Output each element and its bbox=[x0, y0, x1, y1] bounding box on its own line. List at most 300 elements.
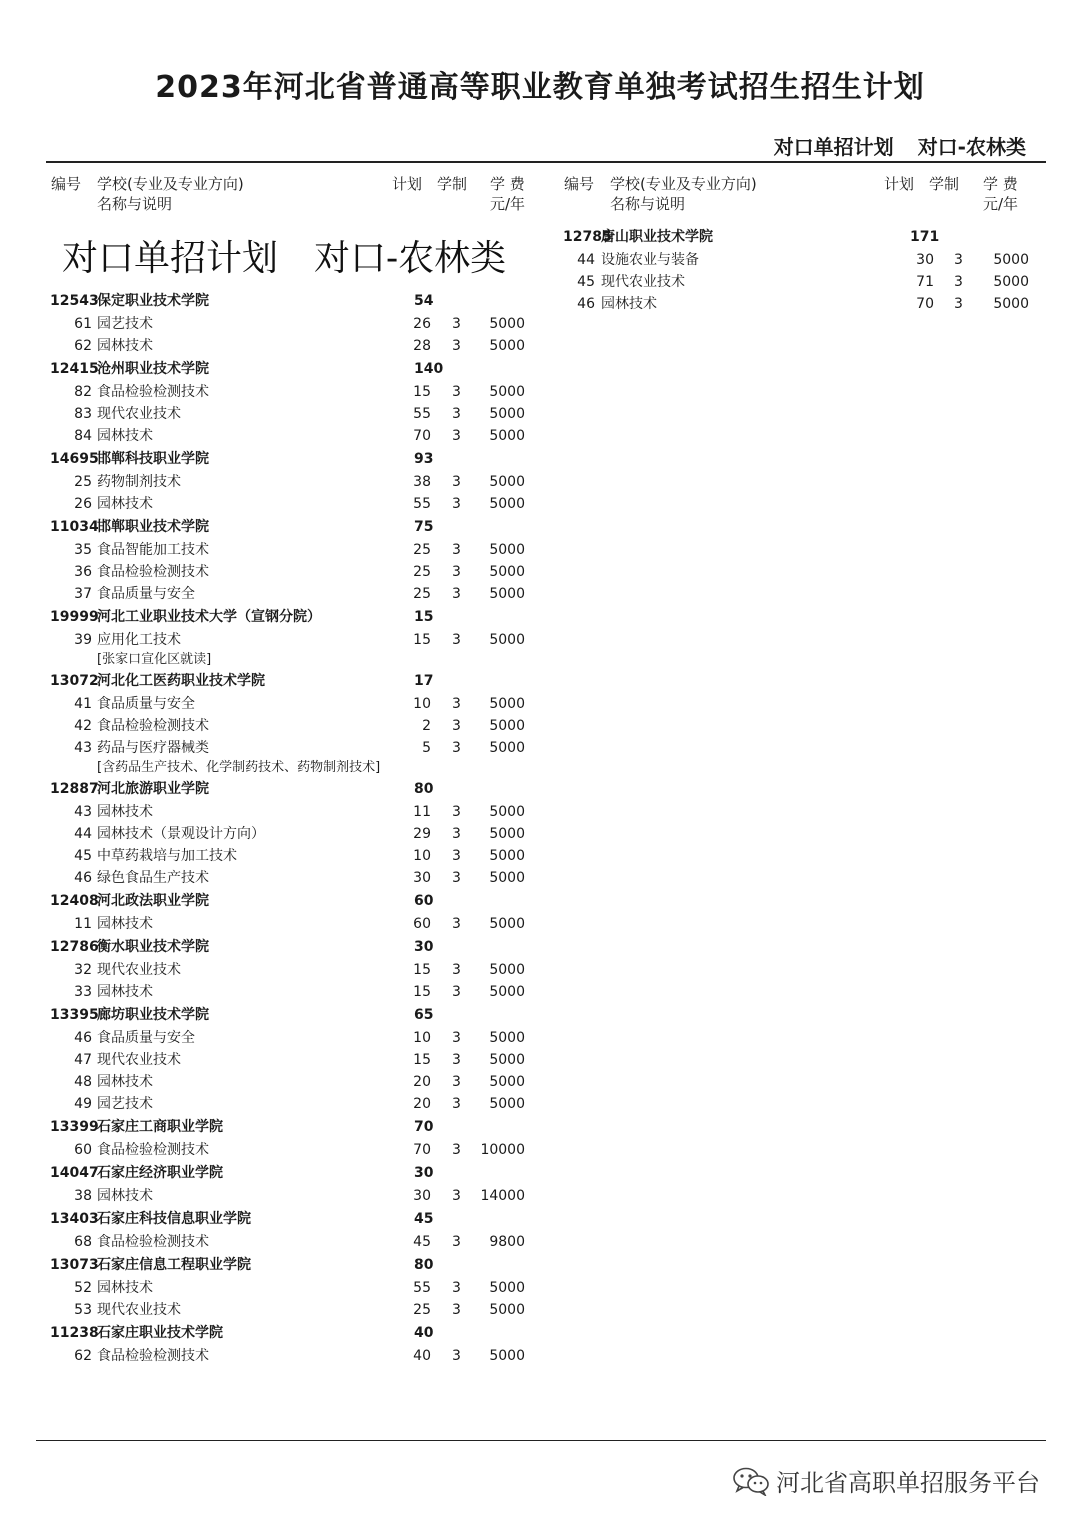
major-years: 3 bbox=[452, 826, 461, 842]
school-plan-total: 45 bbox=[414, 1211, 434, 1227]
major-years: 3 bbox=[954, 274, 963, 290]
major-row bbox=[0, 381, 540, 403]
major-years: 3 bbox=[452, 984, 461, 1000]
major-plan: 70 bbox=[413, 1142, 431, 1158]
major-row bbox=[0, 425, 540, 447]
school-plan-total: 65 bbox=[414, 1007, 434, 1023]
major-plan: 55 bbox=[413, 496, 431, 512]
major-years: 3 bbox=[452, 1142, 461, 1158]
header-fee-line2: 元/年 bbox=[983, 195, 1019, 213]
watermark-text: 河北省高职单招服务平台 bbox=[776, 1469, 1040, 1497]
top-divider bbox=[46, 161, 1046, 163]
school-name: 河北旅游职业学院 bbox=[97, 781, 209, 797]
major-fee: 5000 bbox=[489, 1096, 525, 1112]
major-years: 3 bbox=[452, 542, 461, 558]
major-plan: 15 bbox=[413, 984, 431, 1000]
school-code: 13403 bbox=[50, 1211, 99, 1227]
major-row bbox=[0, 1299, 540, 1321]
major-name: 食品检验检测技术 bbox=[97, 1234, 209, 1250]
major-fee: 9800 bbox=[489, 1234, 525, 1250]
major-code: 52 bbox=[74, 1280, 92, 1296]
major-years: 3 bbox=[452, 1030, 461, 1046]
major-years: 3 bbox=[452, 1188, 461, 1204]
school-code: 12408 bbox=[50, 893, 99, 909]
major-name: 现代农业技术 bbox=[601, 274, 685, 290]
school-name: 唐山职业技术学院 bbox=[601, 229, 713, 245]
header-plan: 计划 bbox=[884, 175, 915, 193]
school-row bbox=[0, 1115, 540, 1139]
major-name: 园林技术 bbox=[601, 296, 657, 312]
major-code: 48 bbox=[74, 1074, 92, 1090]
major-fee: 10000 bbox=[480, 1142, 525, 1158]
major-name: 园林技术 bbox=[97, 1188, 153, 1204]
major-fee: 5000 bbox=[489, 804, 525, 820]
major-plan: 20 bbox=[413, 1096, 431, 1112]
major-code: 32 bbox=[74, 962, 92, 978]
major-years: 3 bbox=[452, 696, 461, 712]
major-row bbox=[513, 271, 1053, 293]
page-title: 2023年河北省普通高等职业教育单独考试招生招生计划 bbox=[155, 70, 925, 105]
major-note bbox=[0, 759, 540, 777]
school-plan-total: 70 bbox=[414, 1119, 434, 1135]
major-name: 食品质量与安全 bbox=[97, 1030, 195, 1046]
major-fee: 5000 bbox=[489, 338, 525, 354]
school-name: 石家庄工商职业学院 bbox=[97, 1119, 223, 1135]
major-row bbox=[0, 1049, 540, 1071]
major-fee: 5000 bbox=[489, 1052, 525, 1068]
major-name: 食品质量与安全 bbox=[97, 586, 195, 602]
major-name: 食品检验检测技术 bbox=[97, 718, 209, 734]
school-row bbox=[0, 357, 540, 381]
major-plan: 30 bbox=[413, 1188, 431, 1204]
school-code: 14047 bbox=[50, 1165, 99, 1181]
major-plan: 15 bbox=[413, 962, 431, 978]
header-fee bbox=[983, 174, 1018, 214]
school-code: 13399 bbox=[50, 1119, 99, 1135]
major-code: 53 bbox=[74, 1302, 92, 1318]
major-fee: 5000 bbox=[489, 632, 525, 648]
major-name: 园艺技术 bbox=[97, 1096, 153, 1112]
school-name: 保定职业技术学院 bbox=[97, 293, 209, 309]
major-fee: 5000 bbox=[489, 984, 525, 1000]
major-plan: 10 bbox=[413, 848, 431, 864]
school-name: 廊坊职业技术学院 bbox=[97, 1007, 209, 1023]
major-code: 62 bbox=[74, 1348, 92, 1364]
major-plan: 30 bbox=[916, 252, 934, 268]
major-fee: 5000 bbox=[489, 826, 525, 842]
major-fee: 5000 bbox=[489, 586, 525, 602]
major-code: 46 bbox=[577, 296, 595, 312]
major-name: 现代农业技术 bbox=[97, 1052, 181, 1068]
major-row bbox=[0, 737, 540, 759]
major-fee: 5000 bbox=[489, 474, 525, 490]
major-code: 60 bbox=[74, 1142, 92, 1158]
school-code: 19999 bbox=[50, 609, 99, 625]
school-code: 12887 bbox=[50, 781, 99, 797]
major-years: 3 bbox=[452, 1348, 461, 1364]
school-plan-total: 54 bbox=[414, 293, 434, 309]
major-code: 41 bbox=[74, 696, 92, 712]
major-years: 3 bbox=[452, 406, 461, 422]
major-code: 49 bbox=[74, 1096, 92, 1112]
major-years: 3 bbox=[452, 740, 461, 756]
major-plan: 70 bbox=[413, 428, 431, 444]
school-name: 沧州职业技术学院 bbox=[97, 361, 209, 377]
major-name: 药品与医疗器械类 bbox=[97, 740, 209, 756]
header-code: 编号 bbox=[564, 175, 595, 193]
major-name: 食品质量与安全 bbox=[97, 696, 195, 712]
header-fee-line1: 学 费 bbox=[490, 175, 525, 193]
major-name: 园林技术 bbox=[97, 1280, 153, 1296]
major-name: 园林技术 bbox=[97, 338, 153, 354]
school-plan-total: 60 bbox=[414, 893, 434, 909]
major-row bbox=[0, 629, 540, 651]
major-years: 3 bbox=[452, 496, 461, 512]
school-row bbox=[0, 935, 540, 959]
major-plan: 20 bbox=[413, 1074, 431, 1090]
school-plan-total: 15 bbox=[414, 609, 434, 625]
major-fee: 5000 bbox=[993, 274, 1029, 290]
header-school-line2: 名称与说明 bbox=[97, 195, 173, 213]
major-name: 药物制剂技术 bbox=[97, 474, 181, 490]
school-code: 13073 bbox=[50, 1257, 99, 1273]
school-code: 14695 bbox=[50, 451, 99, 467]
major-code: 36 bbox=[74, 564, 92, 580]
major-name: 食品检验检测技术 bbox=[97, 1348, 209, 1364]
major-plan: 45 bbox=[413, 1234, 431, 1250]
header-years: 学制 bbox=[929, 175, 960, 193]
major-plan: 55 bbox=[413, 1280, 431, 1296]
major-fee: 5000 bbox=[489, 696, 525, 712]
major-plan: 10 bbox=[413, 696, 431, 712]
major-plan: 38 bbox=[413, 474, 431, 490]
major-years: 3 bbox=[452, 384, 461, 400]
major-name: 园林技术（景观设计方向） bbox=[97, 826, 265, 842]
major-plan: 71 bbox=[916, 274, 934, 290]
major-fee: 5000 bbox=[489, 740, 525, 756]
school-row bbox=[0, 669, 540, 693]
header-fee-line2: 元/年 bbox=[490, 195, 526, 213]
subtitle-plan: 对口单招计划 bbox=[773, 135, 894, 159]
header-school bbox=[97, 174, 244, 214]
major-code: 43 bbox=[74, 740, 92, 756]
wechat-icon bbox=[732, 1466, 770, 1496]
major-fee: 5000 bbox=[489, 496, 525, 512]
major-row bbox=[0, 335, 540, 357]
major-name: 现代农业技术 bbox=[97, 1302, 181, 1318]
section-heading-category: 对口-农林类 bbox=[314, 238, 507, 279]
school-name: 邯郸职业技术学院 bbox=[97, 519, 209, 535]
school-plan-total: 80 bbox=[414, 781, 434, 797]
major-plan: 25 bbox=[413, 564, 431, 580]
left-school-list bbox=[0, 289, 540, 1367]
major-fee: 5000 bbox=[489, 962, 525, 978]
school-name: 河北化工医药职业技术学院 bbox=[97, 673, 265, 689]
major-name: 食品检验检测技术 bbox=[97, 384, 209, 400]
major-row bbox=[0, 1185, 540, 1207]
header-school bbox=[610, 174, 757, 214]
section-heading-plan: 对口单招计划 bbox=[62, 238, 279, 279]
major-row bbox=[0, 715, 540, 737]
major-note bbox=[0, 651, 540, 669]
major-name: 现代农业技术 bbox=[97, 406, 181, 422]
major-code: 42 bbox=[74, 718, 92, 734]
school-plan-total: 80 bbox=[414, 1257, 434, 1273]
major-fee: 5000 bbox=[489, 718, 525, 734]
header-school-line1: 学校(专业及专业方向) bbox=[97, 175, 244, 193]
major-code: 25 bbox=[74, 474, 92, 490]
major-fee: 5000 bbox=[489, 1348, 525, 1364]
major-years: 3 bbox=[452, 564, 461, 580]
major-years: 3 bbox=[452, 1280, 461, 1296]
school-row bbox=[0, 889, 540, 913]
major-code: 47 bbox=[74, 1052, 92, 1068]
school-code: 11034 bbox=[50, 519, 99, 535]
major-plan: 29 bbox=[413, 826, 431, 842]
major-row bbox=[0, 913, 540, 935]
school-code: 12415 bbox=[50, 361, 99, 377]
major-plan: 70 bbox=[916, 296, 934, 312]
major-name: 园林技术 bbox=[97, 984, 153, 1000]
school-name: 石家庄经济职业学院 bbox=[97, 1165, 223, 1181]
major-row bbox=[0, 471, 540, 493]
major-row bbox=[0, 1139, 540, 1161]
school-plan-total: 171 bbox=[910, 229, 940, 245]
major-name: 园艺技术 bbox=[97, 316, 153, 332]
school-plan-total: 93 bbox=[414, 451, 434, 467]
major-fee: 5000 bbox=[489, 564, 525, 580]
major-plan: 15 bbox=[413, 632, 431, 648]
major-years: 3 bbox=[452, 962, 461, 978]
major-code: 46 bbox=[74, 870, 92, 886]
major-plan: 15 bbox=[413, 1052, 431, 1068]
major-code: 83 bbox=[74, 406, 92, 422]
school-code: 12543 bbox=[50, 293, 99, 309]
right-school-list bbox=[513, 225, 1053, 315]
major-plan: 26 bbox=[413, 316, 431, 332]
plan-subtitle bbox=[774, 131, 1026, 160]
school-code: 13072 bbox=[50, 673, 99, 689]
school-plan-total: 75 bbox=[414, 519, 434, 535]
major-years: 3 bbox=[954, 252, 963, 268]
school-row bbox=[0, 1161, 540, 1185]
school-name: 河北政法职业学院 bbox=[97, 893, 209, 909]
major-name: 食品检验检测技术 bbox=[97, 564, 209, 580]
school-code: 13395 bbox=[50, 1007, 99, 1023]
major-plan: 30 bbox=[413, 870, 431, 886]
major-row bbox=[0, 583, 540, 605]
major-name: 园林技术 bbox=[97, 428, 153, 444]
major-code: 44 bbox=[74, 826, 92, 842]
major-row bbox=[513, 293, 1053, 315]
major-years: 3 bbox=[954, 296, 963, 312]
major-row bbox=[0, 693, 540, 715]
major-note-text: [含药品生产技术、化学制药技术、药物制剂技术] bbox=[97, 760, 381, 775]
major-plan: 10 bbox=[413, 1030, 431, 1046]
major-years: 3 bbox=[452, 632, 461, 648]
major-code: 33 bbox=[74, 984, 92, 1000]
school-row bbox=[0, 605, 540, 629]
major-code: 45 bbox=[577, 274, 595, 290]
school-plan-total: 17 bbox=[414, 673, 434, 689]
major-plan: 25 bbox=[413, 542, 431, 558]
major-row bbox=[0, 1277, 540, 1299]
major-plan: 28 bbox=[413, 338, 431, 354]
major-name: 园林技术 bbox=[97, 1074, 153, 1090]
major-row bbox=[0, 959, 540, 981]
major-years: 3 bbox=[452, 1096, 461, 1112]
major-fee: 5000 bbox=[489, 384, 525, 400]
major-years: 3 bbox=[452, 804, 461, 820]
bottom-divider bbox=[36, 1440, 1046, 1441]
school-row bbox=[0, 1321, 540, 1345]
major-row bbox=[0, 823, 540, 845]
school-row bbox=[0, 447, 540, 471]
school-row bbox=[0, 1207, 540, 1231]
header-fee-line1: 学 费 bbox=[983, 175, 1018, 193]
major-plan: 2 bbox=[422, 718, 431, 734]
major-name: 设施农业与装备 bbox=[601, 252, 699, 268]
major-fee: 5000 bbox=[489, 316, 525, 332]
major-code: 82 bbox=[74, 384, 92, 400]
major-name: 应用化工技术 bbox=[97, 632, 181, 648]
major-code: 37 bbox=[74, 586, 92, 602]
major-plan: 60 bbox=[413, 916, 431, 932]
major-fee: 5000 bbox=[993, 252, 1029, 268]
major-code: 35 bbox=[74, 542, 92, 558]
school-plan-total: 40 bbox=[414, 1325, 434, 1341]
major-name: 食品检验检测技术 bbox=[97, 1142, 209, 1158]
major-name: 绿色食品生产技术 bbox=[97, 870, 209, 886]
major-fee: 5000 bbox=[993, 296, 1029, 312]
major-row bbox=[0, 539, 540, 561]
major-row bbox=[0, 981, 540, 1003]
school-name: 衡水职业技术学院 bbox=[97, 939, 209, 955]
major-fee: 5000 bbox=[489, 1030, 525, 1046]
major-years: 3 bbox=[452, 718, 461, 734]
school-name: 河北工业职业技术大学（宣钢分院） bbox=[97, 609, 321, 625]
major-years: 3 bbox=[452, 848, 461, 864]
header-fee bbox=[490, 174, 525, 214]
major-name: 食品智能加工技术 bbox=[97, 542, 209, 558]
major-code: 62 bbox=[74, 338, 92, 354]
major-row bbox=[0, 313, 540, 335]
school-code: 12785 bbox=[563, 229, 612, 245]
major-years: 3 bbox=[452, 586, 461, 602]
school-code: 11238 bbox=[50, 1325, 99, 1341]
school-name: 石家庄职业技术学院 bbox=[97, 1325, 223, 1341]
major-plan: 15 bbox=[413, 384, 431, 400]
section-heading bbox=[62, 230, 506, 281]
major-code: 26 bbox=[74, 496, 92, 512]
major-row bbox=[513, 249, 1053, 271]
school-row bbox=[0, 1253, 540, 1277]
major-fee: 5000 bbox=[489, 1302, 525, 1318]
major-row bbox=[0, 867, 540, 889]
major-code: 38 bbox=[74, 1188, 92, 1204]
major-plan: 5 bbox=[422, 740, 431, 756]
major-years: 3 bbox=[452, 870, 461, 886]
major-row bbox=[0, 801, 540, 823]
major-years: 3 bbox=[452, 316, 461, 332]
major-fee: 14000 bbox=[480, 1188, 525, 1204]
major-row bbox=[0, 561, 540, 583]
major-code: 46 bbox=[74, 1030, 92, 1046]
major-fee: 5000 bbox=[489, 916, 525, 932]
school-plan-total: 30 bbox=[414, 1165, 434, 1181]
major-code: 11 bbox=[74, 916, 92, 932]
major-row bbox=[0, 1231, 540, 1253]
major-note-text: [张家口宣化区就读] bbox=[97, 652, 212, 667]
major-row bbox=[0, 1345, 540, 1367]
major-code: 61 bbox=[74, 316, 92, 332]
major-fee: 5000 bbox=[489, 428, 525, 444]
school-plan-total: 140 bbox=[414, 361, 444, 377]
major-row bbox=[0, 403, 540, 425]
school-row bbox=[0, 1003, 540, 1027]
school-row bbox=[513, 225, 1053, 249]
school-row bbox=[0, 289, 540, 313]
school-row bbox=[0, 515, 540, 539]
major-years: 3 bbox=[452, 338, 461, 354]
major-name: 园林技术 bbox=[97, 496, 153, 512]
major-plan: 40 bbox=[413, 1348, 431, 1364]
major-code: 68 bbox=[74, 1234, 92, 1250]
major-code: 84 bbox=[74, 428, 92, 444]
major-plan: 55 bbox=[413, 406, 431, 422]
major-fee: 5000 bbox=[489, 1280, 525, 1296]
major-years: 3 bbox=[452, 1074, 461, 1090]
major-years: 3 bbox=[452, 428, 461, 444]
header-plan: 计划 bbox=[392, 175, 423, 193]
school-row bbox=[0, 777, 540, 801]
major-plan: 11 bbox=[413, 804, 431, 820]
major-row bbox=[0, 493, 540, 515]
major-years: 3 bbox=[452, 1302, 461, 1318]
major-code: 43 bbox=[74, 804, 92, 820]
school-name: 石家庄信息工程职业学院 bbox=[97, 1257, 251, 1273]
school-name: 石家庄科技信息职业学院 bbox=[97, 1211, 251, 1227]
subtitle-category: 对口-农林类 bbox=[917, 135, 1026, 159]
major-years: 3 bbox=[452, 474, 461, 490]
header-school-line1: 学校(专业及专业方向) bbox=[610, 175, 757, 193]
major-plan: 25 bbox=[413, 586, 431, 602]
major-code: 44 bbox=[577, 252, 595, 268]
school-plan-total: 30 bbox=[414, 939, 434, 955]
header-years: 学制 bbox=[437, 175, 468, 193]
major-row bbox=[0, 1027, 540, 1049]
major-name: 中草药栽培与加工技术 bbox=[97, 848, 237, 864]
major-fee: 5000 bbox=[489, 870, 525, 886]
major-years: 3 bbox=[452, 1234, 461, 1250]
major-row bbox=[0, 845, 540, 867]
major-fee: 5000 bbox=[489, 542, 525, 558]
school-name: 邯郸科技职业学院 bbox=[97, 451, 209, 467]
major-code: 39 bbox=[74, 632, 92, 648]
major-years: 3 bbox=[452, 1052, 461, 1068]
major-row bbox=[0, 1093, 540, 1115]
major-fee: 5000 bbox=[489, 1074, 525, 1090]
major-code: 45 bbox=[74, 848, 92, 864]
header-code: 编号 bbox=[51, 175, 82, 193]
major-fee: 5000 bbox=[489, 848, 525, 864]
major-name: 园林技术 bbox=[97, 804, 153, 820]
major-row bbox=[0, 1071, 540, 1093]
watermark bbox=[732, 1463, 1040, 1498]
school-code: 12786 bbox=[50, 939, 99, 955]
major-plan: 25 bbox=[413, 1302, 431, 1318]
header-school-line2: 名称与说明 bbox=[610, 195, 686, 213]
